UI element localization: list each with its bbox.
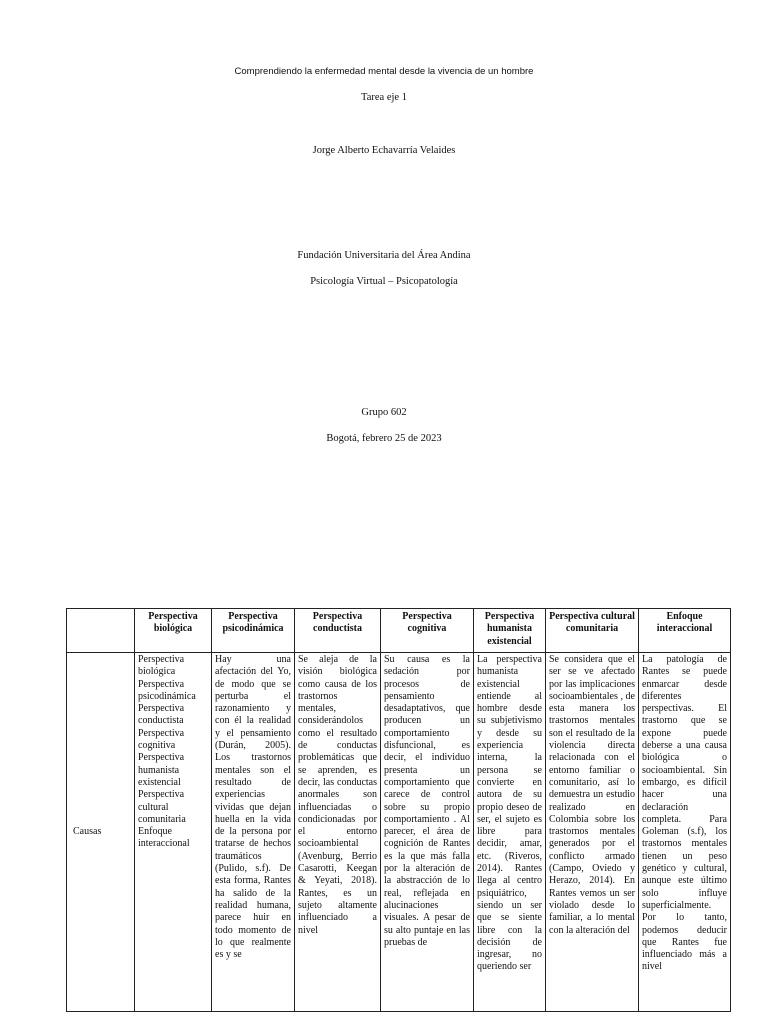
list-item: Perspectiva cultural comunitaria [138,789,186,825]
cell-cultural-text: Se considera que el ser se ve afectado por las implicaciones socioambientales , de esta manera los trastornos mentales son el resultado de la violencia directa relacionada con el entorno familiar o comunitario, así lo demuestra un estudio realizado en Colombia sobre los trastornos mentales generados por el conflicto armado (Campo, Oviedo y Herazo, 2014). En Rantes vemos un ser violado desde lo familiar, a lo mental con la alteración del [549,654,635,936]
institution-name: Fundación Universitaria del Área Andina [297,250,471,261]
list-item: Perspectiva humanista existencial [138,752,185,788]
list-item: Perspectiva biológica [138,654,185,678]
cell-humanista [474,653,546,1012]
cell-cognitiva-text: Su causa es la sedación por procesos de pensamiento desadaptativos, que producen un comportamiento disfuncional, es decir, el individuo presenta un comportamiento que carece de control sobre su propio comportamiento . Al parecer, el área de cognición de Rantes es la que más falla por la alteración de la abstracción de lo real, reflejada en alucinaciones visuales. A pesar de su alto puntaje en las pruebas de [384,654,470,948]
header-interaccional: Enfoque interaccional [639,609,731,653]
header-cultural: Perspectiva cultural comunitaria [546,609,639,653]
cell-interaccional-text: La patología de Rantes se puede enmarcar desde diferentes perspectivas. El trastorno que se expone puede deberse a una causa biológica o socioambiental. Sin embargo, es difícil hacer una declaración completa. Para Goleman (s.f), los trastornos mentales tienen un peso genético y cultural, aunque este último solo influye superficialmente. Por lo tanto, podemos deducir que Rantes fue influenciado más a nivel [642,654,727,973]
header-empty [67,609,135,653]
cell-psicodinamica [212,653,295,1012]
header-conductista: Perspectiva conductista [295,609,381,653]
header-psicodinamica: Perspectiva psicodinámica [212,609,295,653]
assignment-label: Tarea eje 1 [361,92,407,103]
cell-biologica [135,653,212,1012]
row-label-causas: Causas [67,653,135,1012]
group-label: Grupo 602 [361,407,407,418]
program-name: Psicología Virtual – Psicopatología [310,276,458,287]
header-cognitiva: Perspectiva cognitiva [381,609,474,653]
cell-psicodinamica-text: Hay una afectación del Yo, de modo que se perturba el razonamiento y con él la realidad y el pensamiento (Durán, 2005). Los trastornos mentales son el resultado de experiencias vividas que dejan huella en la vida de la persona por tratarse de hechos traumáticos (Pulido, s.f). De esta forma, Rantes ha salido de la realidad humana, parece huir en todo momento de lo que realmente es y se [215,654,291,961]
cell-conductista [295,653,381,1012]
cell-cultural [546,653,639,1012]
cell-interaccional [639,653,731,1012]
cell-conductista-text: Se aleja de la visión biológica como causa de los trastornos mentales, considerándolos como el resultado de conductas problemáticas que se aprenden, es decir, las conductas anormales son influenciadas o condicionadas por el entorno socioambiental (Avenburg, Berrio Casarotti, Keegan & Yeyati, 2018). Rantes, es un sujeto altamente influenciado a nivel [298,654,377,936]
list-item: Perspectiva conductista [138,703,185,727]
table-header-row [67,609,731,653]
table-row [67,653,731,1012]
header-humanista: Perspectiva humanista existencial [474,609,546,653]
list-item: Enfoque interaccional [138,826,190,850]
author-name: Jorge Alberto Echavarría Velaides [312,145,456,156]
cell-cognitiva [381,653,474,1012]
place-date: Bogotá, febrero 25 de 2023 [326,433,442,444]
perspectives-table [66,608,731,1012]
list-item: Perspectiva cognitiva [138,727,185,752]
document-title: Comprendiendo la enfermedad mental desde la vivencia de un hombre [234,66,534,77]
cell-humanista-text: La perspectiva humanista existencial entiende al hombre desde su subjetivismo y desde su experiencia interna, la persona se convierte en autora de su propio deseo de ser, el sujeto es libre para decidir, amar, etc. (Riveros, 2014). Rantes llega al centro psiquiátrico, siendo un ser que se siente libre con la decisión de ingresar, no queriendo ser [477,654,542,973]
list-item: Perspectiva psicodinámica [138,678,196,702]
header-biologica: Perspectiva biológica [135,609,212,653]
